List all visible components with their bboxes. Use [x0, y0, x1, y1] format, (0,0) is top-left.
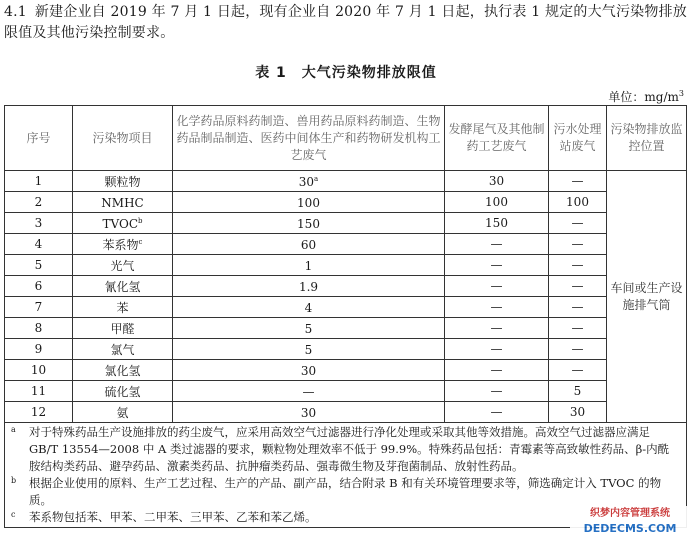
table-row — [5, 318, 687, 339]
cell-pollutant — [73, 381, 173, 402]
note-b-mark: b — [11, 476, 17, 485]
table-row — [5, 360, 687, 381]
cell-pollutant — [73, 192, 173, 213]
cell-pollutant — [73, 234, 173, 255]
cell-process-limit-text: 1 — [304, 259, 313, 273]
cell-process-limit — [173, 234, 445, 255]
cell-pollutant-text: NMHC — [101, 196, 144, 210]
cell-wastewater-limit — [549, 213, 607, 234]
cell-fermentation-limit-text: — — [490, 257, 503, 272]
cell-pollutant-text: 光气 — [110, 259, 135, 273]
cell-fermentation-limit-text: 100 — [485, 194, 508, 209]
cell-seq-text: 3 — [34, 215, 43, 230]
cell-pollutant-text: 甲醛 — [110, 322, 135, 336]
unit-exponent: 3 — [678, 89, 684, 98]
cell-process-limit-text: 60 — [300, 238, 317, 252]
cell-monitoring-location: 车间或生产设施排气筒 — [607, 171, 687, 423]
cell-wastewater-limit — [549, 276, 607, 297]
cell-process-limit — [173, 318, 445, 339]
table-row — [5, 339, 687, 360]
unit-text: 单位：mg/m — [608, 90, 679, 104]
table-body — [5, 171, 687, 528]
cell-seq-text: 4 — [34, 236, 43, 251]
table-row — [5, 213, 687, 234]
cell-seq-text: 8 — [34, 320, 43, 335]
cell-seq — [5, 255, 73, 276]
cell-process-limit-text: 4 — [304, 301, 313, 315]
unit-label — [608, 88, 684, 105]
cell-wastewater-limit — [549, 339, 607, 360]
cell-pollutant — [73, 297, 173, 318]
cell-fermentation-limit — [445, 339, 549, 360]
note-b-text: 根据企业使用的原料、生产工艺过程、生产的产品、副产品，结合附录 B 和有关环境管理要求等，筛选确定计入 TVOC 的物质。 — [29, 476, 662, 507]
cell-seq-text: 5 — [34, 257, 43, 272]
cell-wastewater-limit-text: — — [571, 215, 584, 230]
cell-seq — [5, 318, 73, 339]
cell-pollutant — [73, 360, 173, 381]
cell-process-limit — [173, 255, 445, 276]
cell-seq — [5, 297, 73, 318]
cell-fermentation-limit-text: 150 — [485, 215, 508, 230]
cell-wastewater-limit — [549, 192, 607, 213]
intro-paragraph — [4, 2, 688, 44]
cell-fermentation-limit-text: — — [490, 299, 503, 314]
cell-pollutant — [73, 402, 173, 423]
cell-process-limit-text: — — [302, 385, 315, 399]
emission-limits-table — [4, 105, 687, 528]
cell-fermentation-limit-text: — — [490, 341, 503, 356]
cell-seq-text: 9 — [34, 341, 43, 356]
cell-process-limit-text: 1.9 — [298, 280, 319, 294]
table-row — [5, 276, 687, 297]
cell-seq — [5, 381, 73, 402]
cell-wastewater-limit-text: — — [571, 173, 584, 188]
note-a-mark: a — [11, 425, 16, 434]
cell-process-limit — [173, 276, 445, 297]
cell-process-limit-text: 150 — [297, 217, 320, 231]
cell-seq — [5, 360, 73, 381]
cell-wastewater-limit-text: — — [571, 362, 584, 377]
cell-pollutant-footnote: c — [138, 238, 143, 246]
cell-seq — [5, 234, 73, 255]
cell-seq — [5, 171, 73, 192]
table-row — [5, 234, 687, 255]
cell-fermentation-limit — [445, 171, 549, 192]
cell-pollutant-text: 颗粒物 — [104, 175, 141, 189]
watermark-line1: 织梦内容管理系统 — [590, 508, 670, 519]
cell-seq-text: 7 — [34, 299, 43, 314]
table-row — [5, 192, 687, 213]
cell-fermentation-limit — [445, 255, 549, 276]
cell-pollutant-text: 苯 — [116, 301, 129, 315]
cell-pollutant-text: 氰化氢 — [104, 280, 141, 294]
cell-fermentation-limit-text: — — [490, 320, 503, 335]
cell-pollutant — [73, 339, 173, 360]
table-row — [5, 171, 687, 192]
cell-wastewater-limit-text: — — [571, 299, 584, 314]
cell-seq — [5, 192, 73, 213]
table-title: 表 1 大气污染物排放限值 — [255, 65, 437, 81]
cell-wastewater-limit — [549, 171, 607, 192]
cell-fermentation-limit-text: — — [490, 383, 503, 398]
cell-wastewater-limit-text: 100 — [566, 194, 589, 209]
cell-seq — [5, 339, 73, 360]
cell-seq — [5, 276, 73, 297]
cell-pollutant-text: 苯系物 — [102, 238, 139, 252]
cell-pollutant-text: 硫化氢 — [104, 385, 141, 399]
cell-fermentation-limit-text: 30 — [488, 173, 505, 188]
cell-wastewater-limit-text: — — [571, 236, 584, 251]
cell-process-limit — [173, 360, 445, 381]
cell-seq — [5, 402, 73, 423]
cell-seq-text: 6 — [34, 278, 43, 293]
cell-pollutant-footnote: b — [138, 217, 143, 225]
cell-fermentation-limit-text: — — [490, 362, 503, 377]
cell-wastewater-limit — [549, 255, 607, 276]
cell-wastewater-limit-text: 30 — [569, 404, 586, 419]
header-seq: 序号 — [5, 106, 73, 171]
table-row — [5, 255, 687, 276]
cell-seq-text: 12 — [30, 404, 47, 419]
cell-pollutant-text: TVOC — [102, 217, 138, 231]
cell-fermentation-limit — [445, 402, 549, 423]
cell-wastewater-limit-text: 5 — [573, 383, 582, 398]
cell-wastewater-limit-text: — — [571, 341, 584, 356]
table-row — [5, 381, 687, 402]
cell-pollutant-text: 氯气 — [110, 343, 135, 357]
cell-fermentation-limit — [445, 276, 549, 297]
cell-process-limit — [173, 381, 445, 402]
note-a-text: 对于特殊药品生产设施排放的药尘废气，应采用高效空气过滤器进行净化处理或采取其他等效措施。高效空气过滤器应满足 GB/T 13554—2008 中 A 类过滤器的要求，颗粒物处理效率不低于 99.9%。特殊药品包括：青霉素等高致敏性药品、β-内酰胺结构类药品、避孕药品、激素类药品、抗肿瘤类药品、强毒微生物及芽孢菌制品、放射性药品。 — [29, 425, 670, 473]
cell-seq-text: 2 — [34, 194, 43, 209]
cell-seq-text: 10 — [30, 362, 47, 377]
cell-process-limit — [173, 339, 445, 360]
cell-fermentation-limit-text: — — [490, 278, 503, 293]
cell-process-limit — [173, 171, 445, 192]
cell-process-limit — [173, 402, 445, 423]
header-pollutant: 污染物项目 — [73, 106, 173, 171]
cell-process-limit-text: 5 — [304, 343, 313, 357]
header-wastewater: 污水处理站废气 — [549, 106, 607, 171]
note-a — [11, 424, 680, 475]
cell-fermentation-limit — [445, 192, 549, 213]
note-b — [11, 475, 680, 509]
cell-pollutant — [73, 255, 173, 276]
cell-process-limit-text: 30 — [298, 175, 315, 189]
header-fermentation: 发酵尾气及其他制药工艺废气 — [445, 106, 549, 171]
cell-pollutant-text: 氨 — [116, 406, 129, 420]
cell-process-limit-text: 5 — [304, 322, 313, 336]
intro-text: 新建企业自 2019 年 7 月 1 日起，现有企业自 2020 年 7 月 1 日起，执行表 1 规定的大气污染物排放限值及其他污染控制要求。 — [4, 4, 687, 41]
watermark-line2: DEDECMS.COM — [583, 522, 677, 535]
cell-wastewater-limit-text: — — [571, 257, 584, 272]
cell-pollutant-text: 氯化氢 — [104, 364, 141, 378]
header-monitoring: 污染物排放监控位置 — [607, 106, 687, 171]
cell-pollutant — [73, 213, 173, 234]
cell-process-limit-text: 30 — [300, 364, 317, 378]
clause-number: 4.1 — [4, 4, 27, 20]
cell-fermentation-limit-text: — — [490, 236, 503, 251]
cell-fermentation-limit — [445, 297, 549, 318]
cell-wastewater-limit-text: — — [571, 320, 584, 335]
cell-wastewater-limit — [549, 402, 607, 423]
header-process: 化学药品原料药制造、兽用药品原料药制造、生物药品制品制造、医药中间体生产和药物研发机构工艺废气 — [173, 106, 445, 171]
table-row — [5, 402, 687, 423]
cell-process-limit-text: 100 — [297, 196, 320, 210]
header-row — [5, 106, 687, 171]
note-c-text: 苯系物包括苯、甲苯、二甲苯、三甲苯、乙苯和苯乙烯。 — [29, 510, 317, 524]
cell-pollutant — [73, 318, 173, 339]
cell-wastewater-limit — [549, 297, 607, 318]
cell-wastewater-limit — [549, 360, 607, 381]
cell-pollutant — [73, 276, 173, 297]
cell-seq-text: 11 — [30, 383, 47, 398]
cell-pollutant — [73, 171, 173, 192]
watermark-logo — [570, 506, 690, 538]
cell-wastewater-limit — [549, 318, 607, 339]
cell-fermentation-limit — [445, 234, 549, 255]
cell-fermentation-limit — [445, 381, 549, 402]
cell-process-limit-footnote: a — [314, 175, 319, 183]
table-row — [5, 297, 687, 318]
cell-seq — [5, 213, 73, 234]
cell-process-limit — [173, 297, 445, 318]
cell-fermentation-limit-text: — — [490, 404, 503, 419]
note-c-mark: c — [11, 510, 16, 519]
cell-process-limit-text: 30 — [300, 406, 317, 420]
cell-seq-text: 1 — [34, 173, 43, 188]
cell-fermentation-limit — [445, 360, 549, 381]
cell-process-limit — [173, 192, 445, 213]
cell-fermentation-limit — [445, 318, 549, 339]
cell-wastewater-limit-text: — — [571, 278, 584, 293]
cell-fermentation-limit — [445, 213, 549, 234]
cell-process-limit — [173, 213, 445, 234]
cell-wastewater-limit — [549, 234, 607, 255]
cell-wastewater-limit — [549, 381, 607, 402]
